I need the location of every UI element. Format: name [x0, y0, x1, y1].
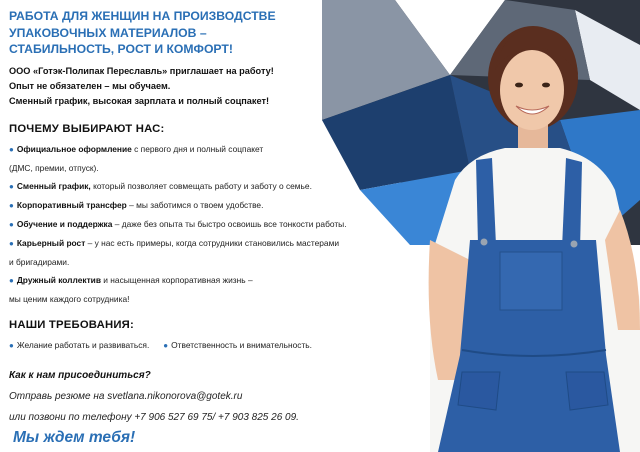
intro-line: Опыт не обязателен – мы обучаем.	[9, 80, 171, 91]
benefit-bold: Карьерный рост	[16, 237, 86, 248]
bullet-icon: ●	[163, 340, 169, 350]
benefit-text: мы ценим каждого сотрудника!	[9, 293, 130, 304]
requirements-list	[9, 340, 429, 350]
intro	[9, 64, 429, 110]
requirement-text: Желание работать и развиваться.	[16, 339, 150, 350]
bullet-icon: ●	[9, 200, 14, 210]
requirements-title: НАШИ ТРЕБОВАНИЯ:	[9, 318, 134, 331]
headline-line: УПАКОВОЧНЫХ МАТЕРИАЛОВ –	[9, 25, 207, 40]
bullet-icon: ●	[9, 238, 14, 248]
closing-slogan: Мы ждем тебя!	[13, 428, 136, 446]
benefit-item	[9, 271, 429, 290]
headline	[9, 8, 429, 58]
intro-line: Сменный график, высокая зарплата и полный соцпакет!	[9, 96, 270, 107]
benefit-item	[9, 290, 429, 308]
benefit-text: и насыщенная корпоративная жизнь –	[100, 274, 253, 285]
benefit-item	[9, 215, 429, 234]
phone-text: или позвони по телефону +7 906 527 69 75/ +7 903 825 26 09.	[9, 411, 299, 423]
why-title: ПОЧЕМУ ВЫБИРАЮТ НАС:	[9, 122, 165, 135]
benefit-text: с первого дня и полный соцпакет	[131, 143, 264, 154]
benefit-bold: Корпоративный трансфер	[16, 199, 127, 210]
benefit-bold: Сменный график,	[16, 180, 91, 191]
benefit-text: (ДМС, премии, отпуск).	[9, 162, 99, 173]
benefit-bold: Обучение и поддержка	[16, 218, 113, 229]
benefit-item	[9, 140, 429, 159]
job-ad-content	[9, 8, 429, 447]
benefit-text: и бригадирами.	[9, 256, 70, 267]
bullet-icon: ●	[9, 340, 14, 350]
bullet-icon: ●	[9, 181, 14, 191]
benefit-text: – даже без опыта ты быстро освоишь все тонкости работы.	[112, 218, 347, 229]
benefit-text: – мы заботимся о твоем удобстве.	[126, 199, 264, 210]
benefit-text: – у нас есть примеры, когда сотрудники становились мастерами	[85, 237, 340, 248]
headline-line: РАБОТА ДЛЯ ЖЕНЩИН НА ПРОИЗВОДСТВЕ	[9, 9, 276, 23]
benefit-bold: Дружный коллектив	[16, 274, 101, 285]
send-resume-text: Отправь резюме на svetlana.nikonorova@gotek.ru	[9, 390, 243, 402]
bullet-icon: ●	[9, 144, 14, 154]
requirement-item	[9, 340, 149, 350]
benefit-item	[9, 196, 429, 215]
benefit-item	[9, 177, 429, 196]
benefit-text: который позволяет совмещать работу и заботу о семье.	[90, 180, 312, 191]
benefit-item	[9, 234, 429, 253]
benefits-list	[9, 140, 429, 308]
bullet-icon: ●	[9, 219, 14, 229]
join-title: Как к нам присоединиться?	[9, 369, 151, 381]
headline-line: СТАБИЛЬНОСТЬ, РОСТ И КОМФОРТ!	[9, 42, 233, 56]
benefit-item	[9, 253, 429, 271]
requirement-text: Ответственность и внимательность.	[171, 339, 312, 350]
bullet-icon: ●	[9, 275, 14, 285]
intro-line: ООО «Готэк-Полипак Переславль» приглашает на работу!	[9, 65, 274, 76]
benefit-item	[9, 159, 429, 177]
benefit-bold: Официальное оформление	[16, 143, 132, 154]
requirement-item	[163, 340, 312, 350]
